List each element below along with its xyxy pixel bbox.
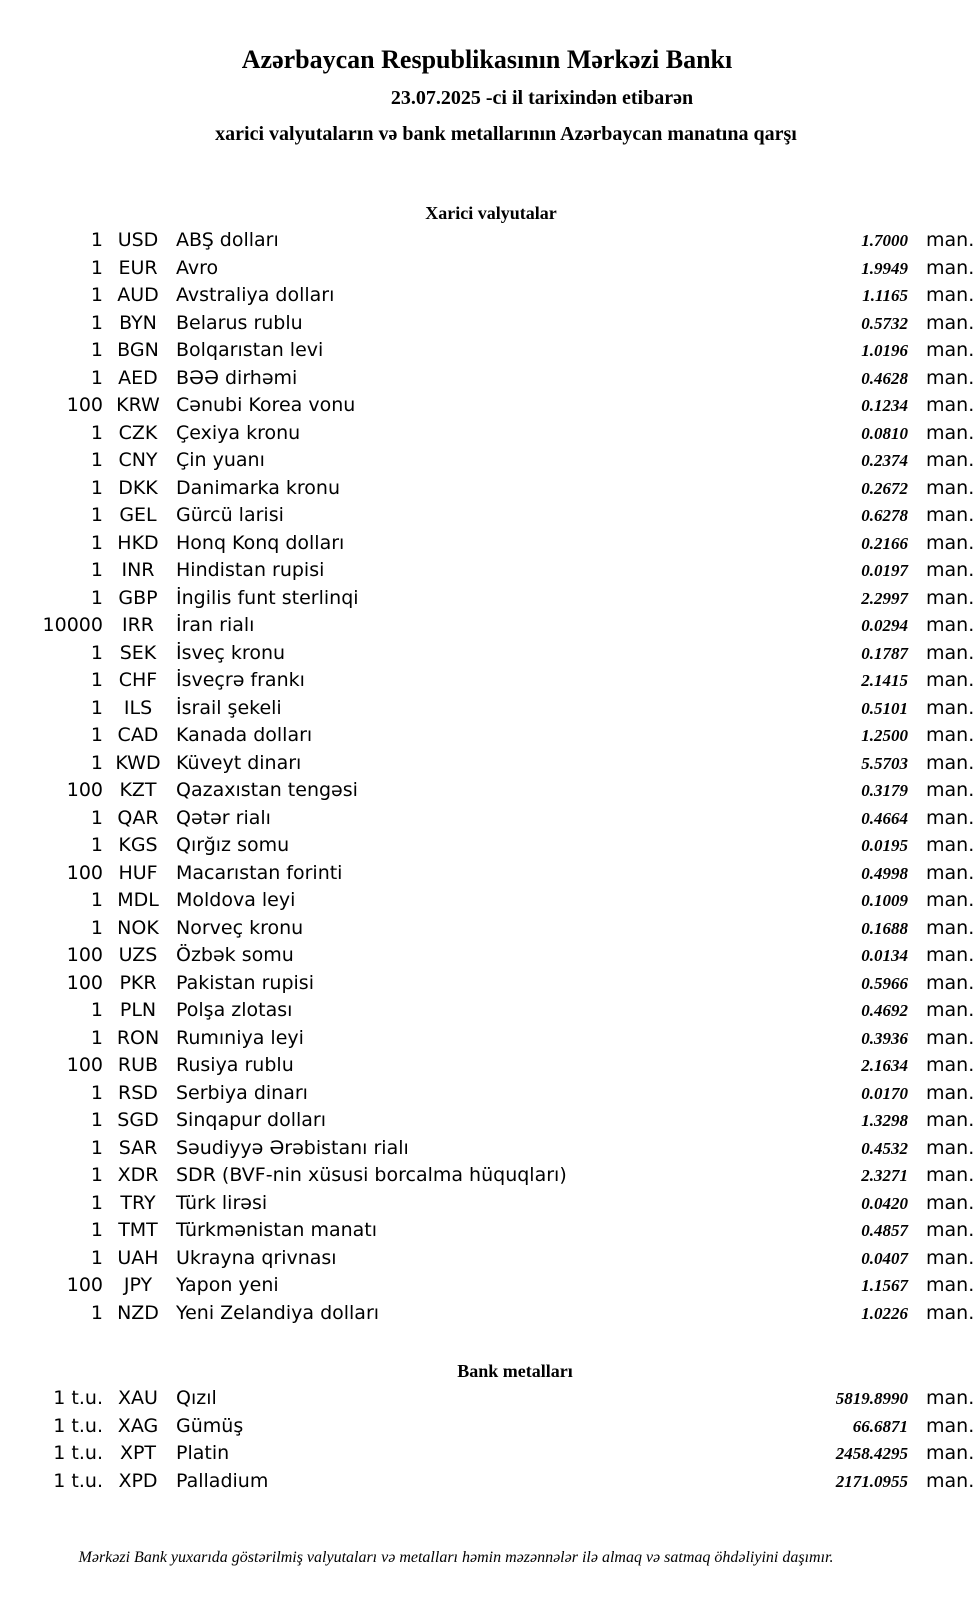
table-row (0, 1217, 974, 1245)
table-row (0, 1162, 974, 1190)
unit-label: man. (926, 1109, 974, 1131)
rate-value: 1.1567 (861, 1276, 908, 1295)
rate-value: 0.2166 (861, 533, 908, 553)
currency-code: HUF (118, 861, 158, 884)
quantity-cell: 1 (90, 366, 103, 389)
currency-name: Qırğız somu (176, 834, 290, 856)
unit-label: man. (926, 229, 974, 251)
rate-value: 0.2374 (861, 451, 908, 470)
table-row (0, 777, 974, 805)
unit-label: man. (926, 724, 974, 746)
currency-code: XDR (117, 1164, 159, 1186)
table-row (0, 585, 974, 613)
currency-code: XPD (118, 1469, 158, 1492)
quantity-cell: 100 (66, 1274, 103, 1296)
quantity-cell: 1 (90, 476, 103, 499)
currency-code: JPY (123, 1274, 153, 1296)
rate-value: 0.3936 (861, 1028, 908, 1048)
rate-value: 1.0226 (861, 1303, 908, 1323)
quantity-cell: 1 (90, 999, 103, 1021)
table-row (0, 282, 974, 310)
rate-value: 0.0134 (861, 946, 908, 965)
table-row (0, 1385, 974, 1413)
quantity-cell: 100 (66, 971, 103, 994)
table-row (0, 805, 974, 833)
table-row (0, 1107, 974, 1135)
currency-code: PLN (119, 999, 157, 1021)
table-row (0, 1440, 974, 1468)
currency-code: ILS (123, 696, 153, 719)
unit-label: man. (926, 641, 974, 664)
quantity-cell: 100 (66, 944, 103, 966)
table-row (0, 337, 974, 365)
quantity-cell: 1 (90, 916, 103, 939)
currency-code: TMT (118, 1219, 158, 1241)
currency-code: RSD (118, 1081, 158, 1104)
currency-name: Macarıstan forinti (176, 861, 343, 884)
table-row (0, 695, 974, 723)
rate-value: 66.6871 (852, 1416, 908, 1436)
unit-label: man. (926, 476, 974, 499)
rate-value: 0.4692 (861, 1001, 908, 1020)
unit-label: man. (926, 366, 974, 389)
rate-value: 0.1234 (861, 396, 908, 415)
currency-name: Avstraliya dolları (176, 284, 335, 306)
currency-code: UAH (117, 1246, 159, 1269)
rate-value: 1.2500 (861, 726, 908, 745)
currency-name: Honq Konq dolları (176, 531, 345, 554)
page-title: Azərbaycan Respublikasının Mərkəzi Bankı (241, 45, 733, 74)
table-row (0, 1468, 974, 1496)
rate-value: 0.4857 (861, 1221, 908, 1240)
quantity-cell: 1 (90, 559, 103, 581)
currency-code: TRY (120, 1191, 156, 1214)
unit-label: man. (926, 559, 974, 581)
disclaimer-text: Mərkəzi Bank yuxarıda göstərilmiş valyutaları və metalları həmin məzənnələr ilə almaq və satmaq öhdəliyini daşımır. (78, 1549, 834, 1566)
currency-code: SEK (119, 641, 157, 664)
rate-value: 0.2672 (861, 478, 908, 498)
table-row (0, 860, 974, 888)
currency-code: KRW (116, 394, 160, 416)
currency-name: Qətər rialı (176, 806, 271, 829)
rate-value: 5.5703 (861, 753, 908, 773)
unit-label: man. (926, 1081, 974, 1104)
rate-value: 0.3179 (861, 781, 908, 800)
rate-value: 1.3298 (861, 1111, 908, 1130)
unit-label: man. (926, 1136, 974, 1159)
table-row (0, 942, 974, 970)
section-heading-metals: Bank metalları (457, 1361, 573, 1381)
unit-label: man. (926, 806, 974, 829)
currency-name: BƏƏ dirhəmi (176, 366, 298, 389)
quantity-cell: 100 (66, 861, 103, 884)
unit-label: man. (926, 449, 974, 471)
currency-name: Yeni Zelandiya dolları (176, 1301, 380, 1324)
table-row (0, 310, 974, 338)
rate-value: 0.0294 (861, 616, 908, 635)
unit-label: man. (926, 421, 974, 444)
rate-value: 1.9949 (861, 258, 908, 278)
currency-name: Platin (176, 1442, 230, 1464)
rate-value: 0.0197 (861, 561, 908, 580)
table-row (0, 557, 974, 585)
currency-name: Palladium (176, 1469, 269, 1492)
currency-name: Kanada dolları (176, 724, 313, 746)
quantity-cell: 100 (66, 394, 103, 416)
currency-name: İngilis funt sterlinqi (176, 586, 359, 609)
currency-code: MDL (117, 889, 159, 911)
unit-label: man. (926, 284, 974, 306)
quantity-cell: 100 (66, 779, 103, 801)
rate-value: 0.4998 (861, 863, 908, 883)
quantity-cell: 1 (90, 531, 103, 554)
currency-name: Serbiya dinarı (176, 1081, 308, 1104)
rate-value: 2.1634 (861, 1056, 908, 1075)
currency-name: Küveyt dinarı (176, 751, 302, 774)
unit-label: man. (926, 1414, 974, 1437)
currency-name: İsveç kronu (176, 641, 286, 664)
table-row (0, 530, 974, 558)
unit-label: man. (926, 1274, 974, 1296)
rate-value: 0.1009 (861, 891, 908, 910)
unit-label: man. (926, 614, 974, 636)
currency-name: Yapon yeni (176, 1274, 279, 1296)
table-row (0, 915, 974, 943)
currency-code: BYN (119, 311, 157, 334)
currency-name: Belarus rublu (176, 311, 303, 334)
rate-value: 0.4628 (861, 368, 908, 388)
unit-label: man. (926, 1191, 974, 1214)
rate-value: 2.2997 (861, 588, 908, 608)
quantity-cell: 1 (90, 421, 103, 444)
quantity-cell: 1 (90, 1109, 103, 1131)
unit-label: man. (926, 916, 974, 939)
currency-name: Qızıl (176, 1387, 217, 1409)
currency-code: CNY (118, 449, 158, 471)
currency-code: RON (116, 1026, 160, 1049)
quantity-cell: 1 (90, 1246, 103, 1269)
unit-label: man. (926, 339, 974, 361)
currency-name: Türk lirəsi (176, 1191, 268, 1214)
quantity-cell: 1 (90, 1136, 103, 1159)
currency-code: IRR (121, 614, 154, 636)
quantity-cell: 1 (90, 339, 103, 361)
unit-label: man. (926, 751, 974, 774)
quantity-cell: 1 (90, 1191, 103, 1214)
currency-code: KZT (119, 779, 157, 801)
quantity-cell: 1 (90, 1081, 103, 1104)
quantity-cell: 1 (90, 889, 103, 911)
table-row (0, 447, 974, 475)
unit-label: man. (926, 696, 974, 719)
currency-name: Çexiya kronu (176, 421, 301, 444)
unit-label: man. (926, 1387, 974, 1409)
unit-label: man. (926, 1054, 974, 1076)
currency-name: Danimarka kronu (176, 476, 341, 499)
currency-code: RUB (117, 1054, 159, 1076)
currency-code: XAU (118, 1387, 158, 1409)
quantity-cell: 1 (90, 586, 103, 609)
unit-label: man. (926, 971, 974, 994)
unit-label: man. (926, 1246, 974, 1269)
table-row (0, 1190, 974, 1218)
unit-label: man. (926, 889, 974, 911)
rate-value: 2.3271 (861, 1166, 908, 1185)
currency-name: İsveçrə frankı (176, 669, 305, 691)
table-row (0, 365, 974, 393)
currency-name: Qazaxıstan tengəsi (176, 779, 358, 801)
table-row (0, 997, 974, 1025)
quantity-cell: 1 t.u. (53, 1469, 103, 1492)
table-row (0, 227, 974, 255)
quantity-cell: 1 (90, 229, 103, 251)
currency-code: KGS (118, 834, 158, 856)
currency-code: GEL (119, 504, 157, 526)
rate-value: 0.0407 (861, 1248, 908, 1268)
currency-name: Pakistan rupisi (176, 971, 314, 994)
table-row (0, 392, 974, 420)
unit-label: man. (926, 1469, 974, 1492)
section-heading-currencies: Xarici valyutalar (425, 203, 557, 223)
currency-code: NOK (117, 916, 159, 939)
currency-code: XAG (117, 1414, 159, 1437)
quantity-cell: 1 (90, 751, 103, 774)
currency-code: DKK (118, 476, 158, 499)
table-row (0, 667, 974, 695)
table-row (0, 887, 974, 915)
unit-label: man. (926, 861, 974, 884)
table-row (0, 722, 974, 750)
rate-value: 0.6278 (861, 506, 908, 525)
unit-label: man. (926, 256, 974, 279)
unit-label: man. (926, 1219, 974, 1241)
unit-label: man. (926, 394, 974, 416)
currency-code: QAR (117, 806, 159, 829)
currency-name: Avro (176, 256, 219, 279)
table-row (0, 640, 974, 668)
rate-value: 5819.8990 (835, 1389, 908, 1408)
unit-label: man. (926, 1026, 974, 1049)
rate-value: 0.0170 (861, 1083, 908, 1103)
currency-name: Polşa zlotası (176, 999, 293, 1021)
unit-label: man. (926, 311, 974, 334)
quantity-cell: 1 (90, 669, 103, 691)
rate-value: 2458.4295 (835, 1444, 908, 1463)
currency-code: NZD (117, 1301, 159, 1324)
quantity-cell: 1 (90, 449, 103, 471)
currency-code: SAR (118, 1136, 158, 1159)
quantity-cell: 1 (90, 1301, 103, 1324)
table-row (0, 1052, 974, 1080)
quantity-cell: 1 (90, 284, 103, 306)
quantity-cell: 1 (90, 504, 103, 526)
rate-value: 0.5966 (861, 973, 908, 993)
table-row (0, 1080, 974, 1108)
rate-value: 1.7000 (861, 231, 908, 250)
currency-name: SDR (BVF-nin xüsusi borcalma hüquqları) (176, 1164, 567, 1186)
table-row (0, 1300, 974, 1328)
quantity-cell: 100 (66, 1054, 103, 1076)
unit-label: man. (926, 779, 974, 801)
quantity-cell: 1 t.u. (53, 1387, 103, 1409)
rate-value: 0.1787 (861, 643, 908, 663)
currency-name: ABŞ dolları (176, 229, 279, 251)
quantity-cell: 1 (90, 641, 103, 664)
table-row (0, 255, 974, 283)
currency-code: XPT (119, 1442, 157, 1464)
rate-value: 0.4532 (861, 1138, 908, 1158)
currency-code: HKD (117, 531, 159, 554)
unit-label: man. (926, 944, 974, 966)
table-row (0, 420, 974, 448)
unit-label: man. (926, 834, 974, 856)
currency-name: Rumıniya leyi (176, 1026, 304, 1049)
currency-rates-table (0, 227, 974, 1327)
table-row (0, 1025, 974, 1053)
unit-label: man. (926, 504, 974, 526)
currency-code: INR (121, 559, 155, 581)
currency-code: AUD (117, 284, 159, 306)
table-row (0, 750, 974, 778)
quantity-cell: 1 (90, 834, 103, 856)
rate-value: 0.0420 (861, 1193, 908, 1213)
unit-label: man. (926, 999, 974, 1021)
quantity-cell: 1 (90, 806, 103, 829)
rate-value: 2.1415 (861, 671, 908, 690)
rate-value: 2171.0955 (835, 1471, 908, 1491)
table-row (0, 1272, 974, 1300)
currency-name: Səudiyyə Ərəbistanı rialı (176, 1136, 409, 1159)
effective-date-line: 23.07.2025 -ci il tarixindən etibarən (390, 87, 694, 109)
rate-value: 0.0810 (861, 423, 908, 443)
currency-name: Moldova leyi (176, 889, 296, 911)
currency-name: Cənubi Korea vonu (176, 394, 356, 416)
currency-code: GBP (118, 586, 158, 609)
currency-code: CZK (118, 421, 158, 444)
currency-name: Gürcü larisi (176, 504, 284, 526)
page-subtitle: xarici valyutaların və bank metallarının Azərbaycan manatına qarşı (215, 123, 797, 145)
unit-label: man. (926, 1301, 974, 1324)
quantity-cell: 1 t.u. (53, 1414, 103, 1437)
currency-code: EUR (118, 256, 158, 279)
currency-name: Sinqapur dolları (176, 1109, 327, 1131)
rate-value: 0.0195 (861, 836, 908, 855)
rate-value: 1.1165 (862, 286, 908, 305)
unit-label: man. (926, 531, 974, 554)
currency-name: Çin yuanı (176, 449, 265, 471)
currency-name: İsrail şekeli (176, 696, 282, 719)
quantity-cell: 1 (90, 1164, 103, 1186)
currency-code: UZS (118, 944, 158, 966)
currency-name: Türkmənistan manatı (176, 1219, 378, 1241)
currency-code: PKR (119, 971, 157, 994)
currency-code: SGD (117, 1109, 159, 1131)
currency-code: CHF (118, 669, 158, 691)
currency-name: Norveç kronu (176, 916, 304, 939)
currency-name: Hindistan rupisi (176, 559, 325, 581)
currency-code: BGN (117, 339, 159, 361)
quantity-cell: 1 (90, 1026, 103, 1049)
currency-name: Rusiya rublu (176, 1054, 294, 1076)
currency-code: CAD (117, 724, 159, 746)
unit-label: man. (926, 1442, 974, 1464)
currency-name: Bolqarıstan levi (176, 339, 324, 361)
currency-code: KWD (115, 751, 161, 774)
table-row (0, 1413, 974, 1441)
table-row (0, 970, 974, 998)
table-row (0, 612, 974, 640)
currency-code: USD (117, 229, 159, 251)
quantity-cell: 1 (90, 1219, 103, 1241)
unit-label: man. (926, 669, 974, 691)
metals-rates-table (0, 1385, 974, 1495)
currency-name: Özbək somu (176, 944, 294, 966)
currency-name: İran rialı (176, 614, 255, 636)
quantity-cell: 1 t.u. (53, 1442, 103, 1464)
quantity-cell: 1 (90, 724, 103, 746)
table-row (0, 832, 974, 860)
rate-value: 0.4664 (861, 808, 908, 828)
currency-code: AED (118, 366, 158, 389)
rate-value: 1.0196 (861, 341, 908, 360)
currency-name: Ukrayna qrivnası (176, 1246, 337, 1269)
quantity-cell: 1 (90, 256, 103, 279)
rate-value: 0.1688 (861, 918, 908, 938)
table-row (0, 502, 974, 530)
rate-value: 0.5101 (861, 698, 908, 718)
currency-name: Gümüş (176, 1414, 244, 1437)
table-row (0, 1245, 974, 1273)
quantity-cell: 1 (90, 311, 103, 334)
table-row (0, 1135, 974, 1163)
unit-label: man. (926, 586, 974, 609)
unit-label: man. (926, 1164, 974, 1186)
quantity-cell: 1 (90, 696, 103, 719)
quantity-cell: 10000 (42, 614, 103, 636)
rate-value: 0.5732 (861, 313, 908, 333)
table-row (0, 475, 974, 503)
